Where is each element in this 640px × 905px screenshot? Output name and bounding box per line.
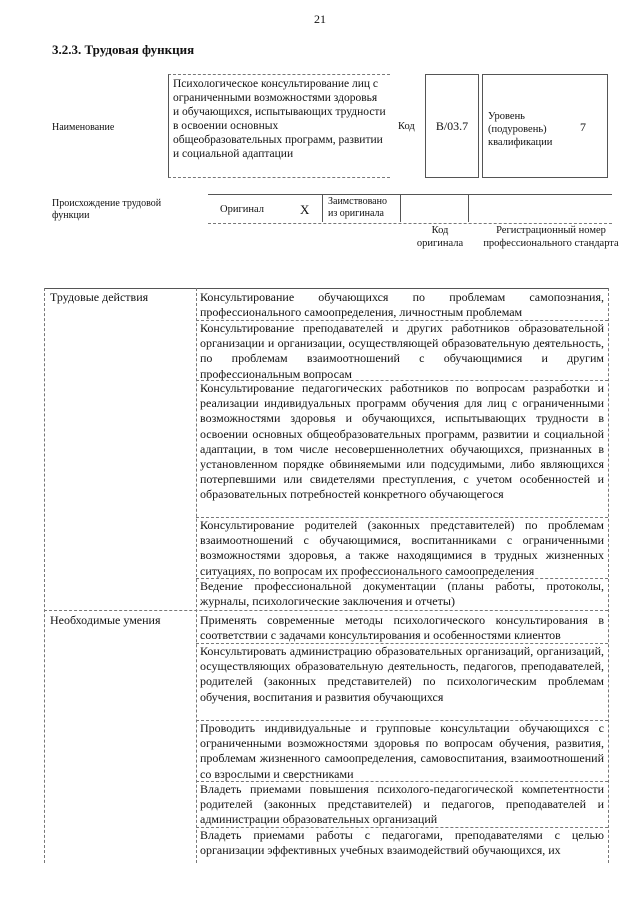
origin-divider-2 — [400, 194, 401, 222]
table-top-border — [44, 288, 608, 289]
function-name: Психологическое консультирование лиц с ограниченными возможностями здоровья и обучающихся, испытывающих трудности в освоении основных общеобразовательных программ, развитии и социальной адаптации — [168, 74, 390, 178]
skill-item: Консультировать администрацию образовательных организаций, организаций, осуществляющих образовательную деятельность, педагогов, преподавателей, родителей (законных представителей) по психологическим проблемам обучения, воспитания и развития обучающихся — [200, 644, 604, 704]
origin-divider — [322, 194, 323, 222]
origin-row — [208, 194, 612, 224]
origin-borrowed-label: Заимствовано из оригинала — [328, 196, 387, 219]
origin-divider-3 — [468, 194, 469, 222]
origin-label: Происхождение трудовой функции — [52, 198, 162, 221]
skill-item: Владеть приемами повышения психолого-педагогической компетентности родителей (законных представителей) и педагогов, преподавателей и администрации образовательных организаций — [200, 782, 604, 827]
function-code: B/03.7 — [425, 74, 479, 178]
name-label: Наименование — [52, 122, 115, 133]
labor-action-item: Консультирование родителей (законных представителей) по проблемам взаимоотношений с обучающимися, воспитанниками с ограниченными возможностями здоровья, а также находящимися в трудных жизненных ситуациях, по вопросам их профессионального самоопределения — [200, 518, 604, 578]
labor-action-item: Консультирование педагогических работников по вопросам разработки и реализации индивидуальных программ обучения для лиц с ограниченными возможностями здоровья и обучающихся, испытывающих трудности в освоении основных общеобразовательных программ, развитии и социальной адаптации, в том числе несовершеннолетних обучающихся, признанных в установленном порядке обвиняемыми или подсудимыми, либо являющихся потерпевшими или свидетелями преступления, с учетом особенностей и образовательных потребностей конкретного обучающегося — [200, 381, 604, 502]
page-number: 21 — [314, 12, 326, 26]
origin-original-label: Оригинал — [220, 204, 264, 215]
code-original-label: Код оригинала — [416, 225, 464, 249]
level-value: 7 — [580, 120, 586, 134]
section-title: 3.2.3. Трудовая функция — [52, 42, 195, 57]
level-label: Уровень (подуровень) квалификации — [488, 111, 553, 148]
table-right-border — [608, 288, 609, 863]
labor-action-item: Консультирование обучающихся по проблемам самопознания, профессионального самоопределения, личностным проблемам — [200, 290, 604, 320]
labor-action-item: Ведение профессиональной документации (планы работы, протоколы, журналы, психологические заключения и отчеты) — [200, 579, 604, 609]
labor-actions-label: Трудовые действия — [50, 290, 149, 304]
table-left-border — [44, 288, 45, 863]
table-mid-border — [196, 288, 197, 863]
skills-label: Необходимые умения — [50, 613, 161, 627]
registration-number-label: Регистрационный номер профессионального стандарта — [483, 225, 619, 249]
section-divider — [44, 610, 608, 611]
skill-item: Владеть приемами работы с педагогами, преподавателями с целью организации эффективных учебных взаимодействий обучающихся, их — [200, 828, 604, 858]
skill-item: Проводить индивидуальные и групповые консультации обучающихся с ограниченными возможностями здоровья по вопросам обучения, развития, проблемам жизненного самоопределения, самовоспитания, взаимоотношений со взрослыми и сверстниками — [200, 721, 604, 781]
skill-item: Применять современные методы психологического консультирования в соответствии с задачами консультирования и особенностями клиентов — [200, 613, 604, 643]
origin-mark: X — [300, 202, 310, 217]
labor-action-item: Консультирование преподавателей и других работников образовательной организации и организации, осуществляющей образовательную деятельность, по проблемам взаимоотношений с обучающимися и другим профессиональным вопросам — [200, 321, 604, 381]
code-label: Код — [398, 121, 415, 132]
